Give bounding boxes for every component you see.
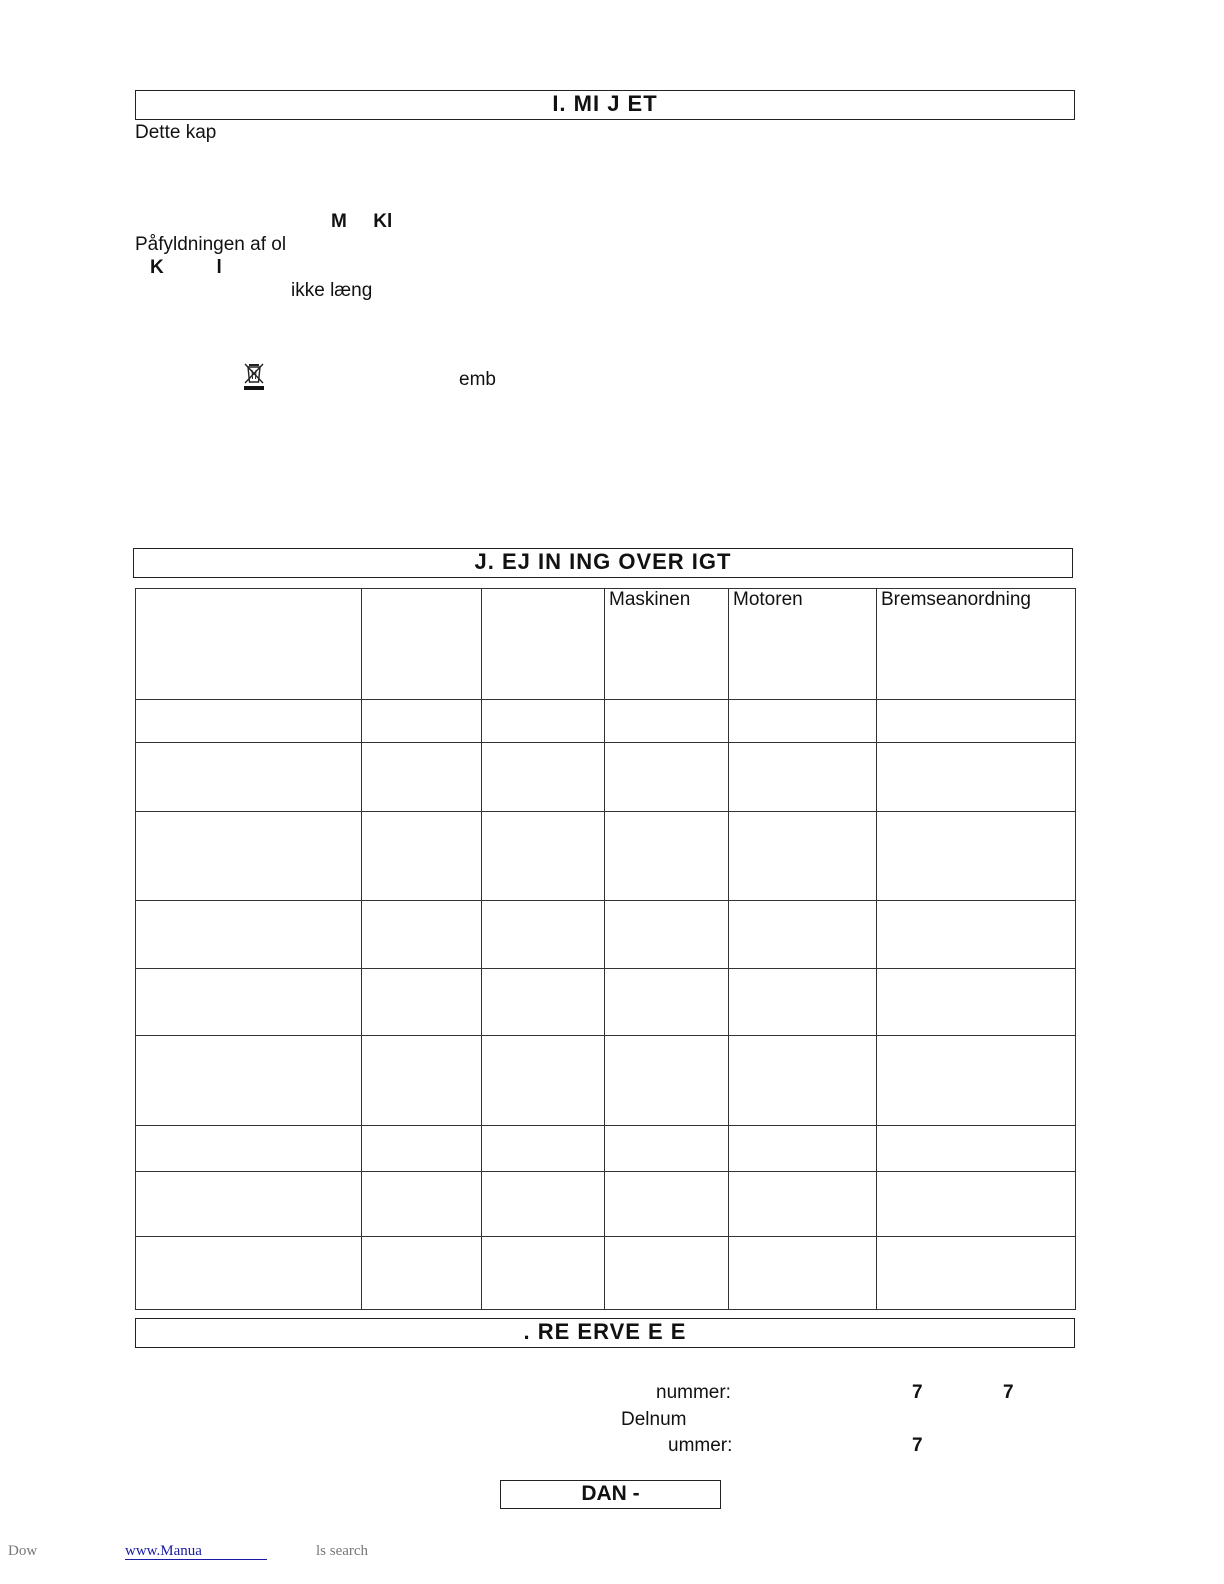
table-header-motoren: Motoren (729, 589, 877, 700)
crossed-out-wheelie-bin-icon (243, 362, 265, 392)
table-row (136, 1126, 1076, 1172)
table-row (136, 812, 1076, 901)
table-header-cell (136, 589, 362, 700)
section-i-title: I. MI J ET (135, 90, 1075, 120)
table-header-cell (362, 589, 482, 700)
part-number-label: ummer: (668, 1435, 733, 1456)
spare-part-number-value-1: 7 (912, 1382, 923, 1403)
section-j-title: J. EJ IN ING OVER IGT (133, 548, 1073, 578)
manuals-search-link[interactable]: www.Manua (125, 1543, 267, 1560)
download-text: Dow (8, 1543, 38, 1559)
table-row (136, 901, 1076, 969)
table-header-cell (482, 589, 605, 700)
section-i-line2: K l (150, 257, 222, 278)
spare-part-number-label: nummer: (656, 1382, 731, 1403)
part-number-value: 7 (912, 1435, 923, 1456)
table-header-bremseanordning: Bremseanordning (877, 589, 1076, 700)
section-i-subheading: M Kl (331, 211, 393, 232)
table-row (136, 1172, 1076, 1237)
section-i-line3: ikke læng (291, 280, 373, 301)
spare-part-number-value-2: 7 (1003, 1382, 1014, 1403)
table-header-maskinen: Maskinen (605, 589, 729, 700)
section-i-intro: Dette kap (135, 122, 217, 143)
sub-part-number-label: Delnum (621, 1409, 687, 1430)
table-row (136, 1237, 1076, 1310)
section-i-line1: Påfyldningen af ol (135, 234, 287, 255)
table-row (136, 969, 1076, 1036)
section-i-line4: emb (459, 369, 496, 390)
table-row (136, 1036, 1076, 1126)
maintenance-overview-table (135, 588, 1076, 1310)
table-row (136, 700, 1076, 743)
table-row (136, 743, 1076, 812)
search-text: ls search (316, 1543, 369, 1559)
table-header-row (136, 589, 1076, 700)
section-k-title: . RE ERVE E E (135, 1318, 1075, 1348)
page-number-box: DAN - (500, 1480, 721, 1509)
